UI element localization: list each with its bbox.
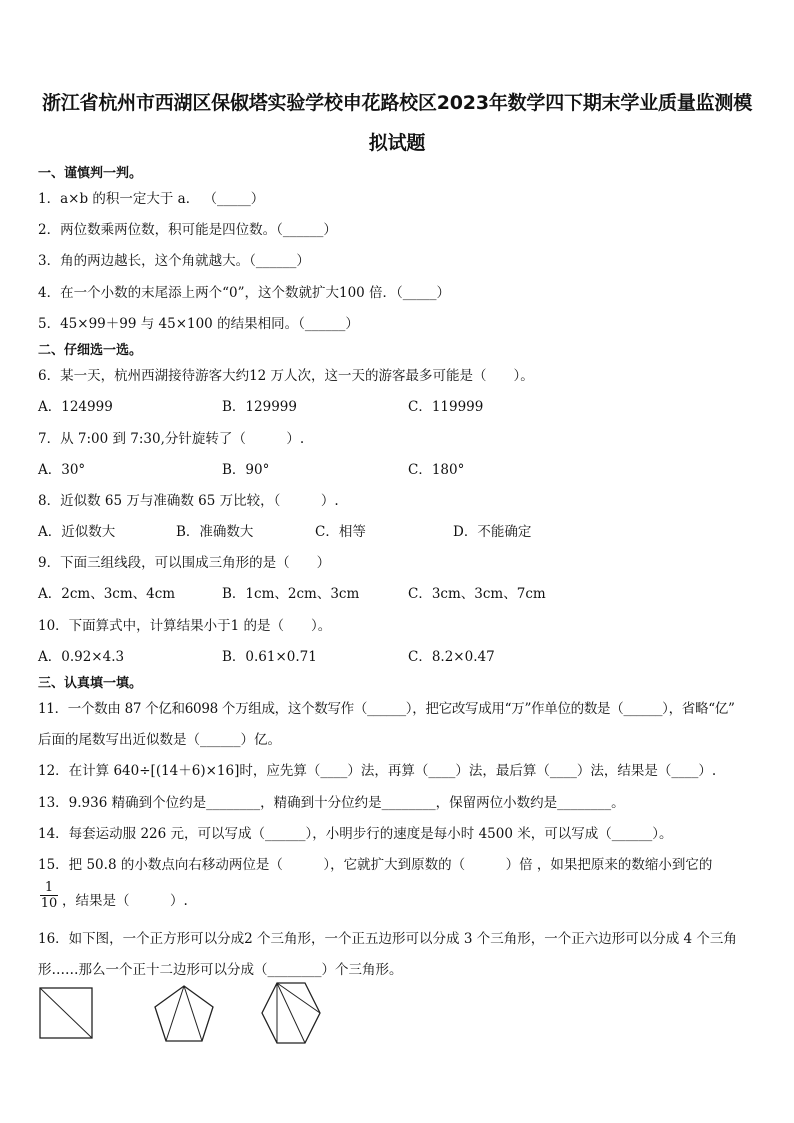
q9-option-b: B．1cm、2cm、3cm <box>222 586 360 602</box>
q6-option-a: A．124999 <box>38 399 113 415</box>
question-4: 4．在一个小数的末尾添上两个“0”，这个数就扩大100 倍．（_____） <box>38 285 451 301</box>
question-12: 12．在计算 640÷[(14＋6)×16]时，应先算（____）法，再算（____）法，最后算（____）法，结果是（____）. <box>38 763 717 779</box>
page-title-line1: 浙江省杭州市西湖区保俶塔实验学校申花路校区2023年数学四下期末学业质量监测模 <box>41 92 753 114</box>
fraction-numerator: 1 <box>40 880 58 896</box>
q10-option-c: C．8.2×0.47 <box>408 649 495 665</box>
fraction-denominator: 10 <box>40 896 58 911</box>
question-16-continued: 形……那么一个正十二边形可以分成（________）个三角形。 <box>38 962 403 978</box>
hexagon-divided-figure <box>260 980 322 1046</box>
question-5: 5．45×99＋99 与 45×100 的结果相同。（______） <box>38 316 359 332</box>
q9-option-a: A．2cm、3cm、4cm <box>38 586 176 602</box>
question-3: 3．角的两边越长，这个角就越大。（______） <box>38 253 310 269</box>
question-16: 16．如下图，一个正方形可以分成2 个三角形，一个正五边形可以分成 3 个三角形，一个正六边形可以分成 4 个三角 <box>38 931 737 947</box>
question-6: 6．某一天，杭州西湖接待游客大约12 万人次，这一天的游客最多可能是（ ）。 <box>38 368 534 384</box>
question-14: 14．每套运动服 226 元，可以写成（______），小明步行的速度是每小时 4500 米，可以写成（______）。 <box>38 826 673 842</box>
question-15-continued: ，结果是（ ）. <box>62 893 188 909</box>
section-choice-heading: 二、仔细选一选。 <box>38 343 143 358</box>
question-15: 15．把 50.8 的小数点向右移动两位是（ ），它就扩大到原数的（ ）倍 ，如果把原来的数缩小到它的 <box>38 857 713 873</box>
q7-option-b: B．90° <box>222 462 270 478</box>
q10-option-b: B．0.61×0.71 <box>222 649 317 665</box>
q6-option-b: B．129999 <box>222 399 297 415</box>
question-11: 11．一个数由 87 个亿和6098 个万组成，这个数写作（______），把它改写成用“万”作单位的数是（______），省略“亿” <box>38 701 735 717</box>
question-10: 10．下面算式中，计算结果小于1 的是（ ）。 <box>38 618 332 634</box>
pentagon-divided-figure <box>152 984 216 1044</box>
q8-option-a: A．近似数大 <box>38 524 116 540</box>
q8-option-c: C．相等 <box>315 524 366 540</box>
question-2: 2．两位数乘两位数，积可能是四位数。（______） <box>38 222 337 238</box>
q8-option-d: D．不能确定 <box>453 524 532 540</box>
question-13: 13．9.936 精确到个位约是________，精确到十分位约是________，保留两位小数约是________。 <box>38 795 625 811</box>
question-1: 1．a×b 的积一定大于 a． （_____） <box>38 191 265 207</box>
section-fill-heading: 三、认真填一填。 <box>38 676 143 691</box>
q7-option-c: C．180° <box>408 462 465 478</box>
question-7: 7．从 7:00 到 7:30,分针旋转了（ ）. <box>38 431 305 447</box>
q7-option-a: A．30° <box>38 462 86 478</box>
q8-option-b: B．准确数大 <box>176 524 254 540</box>
q10-option-a: A．0.92×4.3 <box>38 649 125 665</box>
page-title-line2: 拟试题 <box>368 132 426 154</box>
q6-option-c: C．119999 <box>408 399 484 415</box>
question-9: 9．下面三组线段，可以围成三角形的是（ ） <box>38 555 331 571</box>
q9-option-c: C．3cm、3cm、7cm <box>408 586 546 602</box>
section-judge-heading: 一、谨慎判一判。 <box>38 166 143 181</box>
question-11-continued: 后面的尾数写出近似数是（______）亿。 <box>38 732 281 748</box>
square-divided-figure <box>38 986 94 1040</box>
question-8: 8．近似数 65 万与准确数 65 万比较，（ ）. <box>38 493 339 509</box>
fraction-one-tenth <box>40 880 58 912</box>
